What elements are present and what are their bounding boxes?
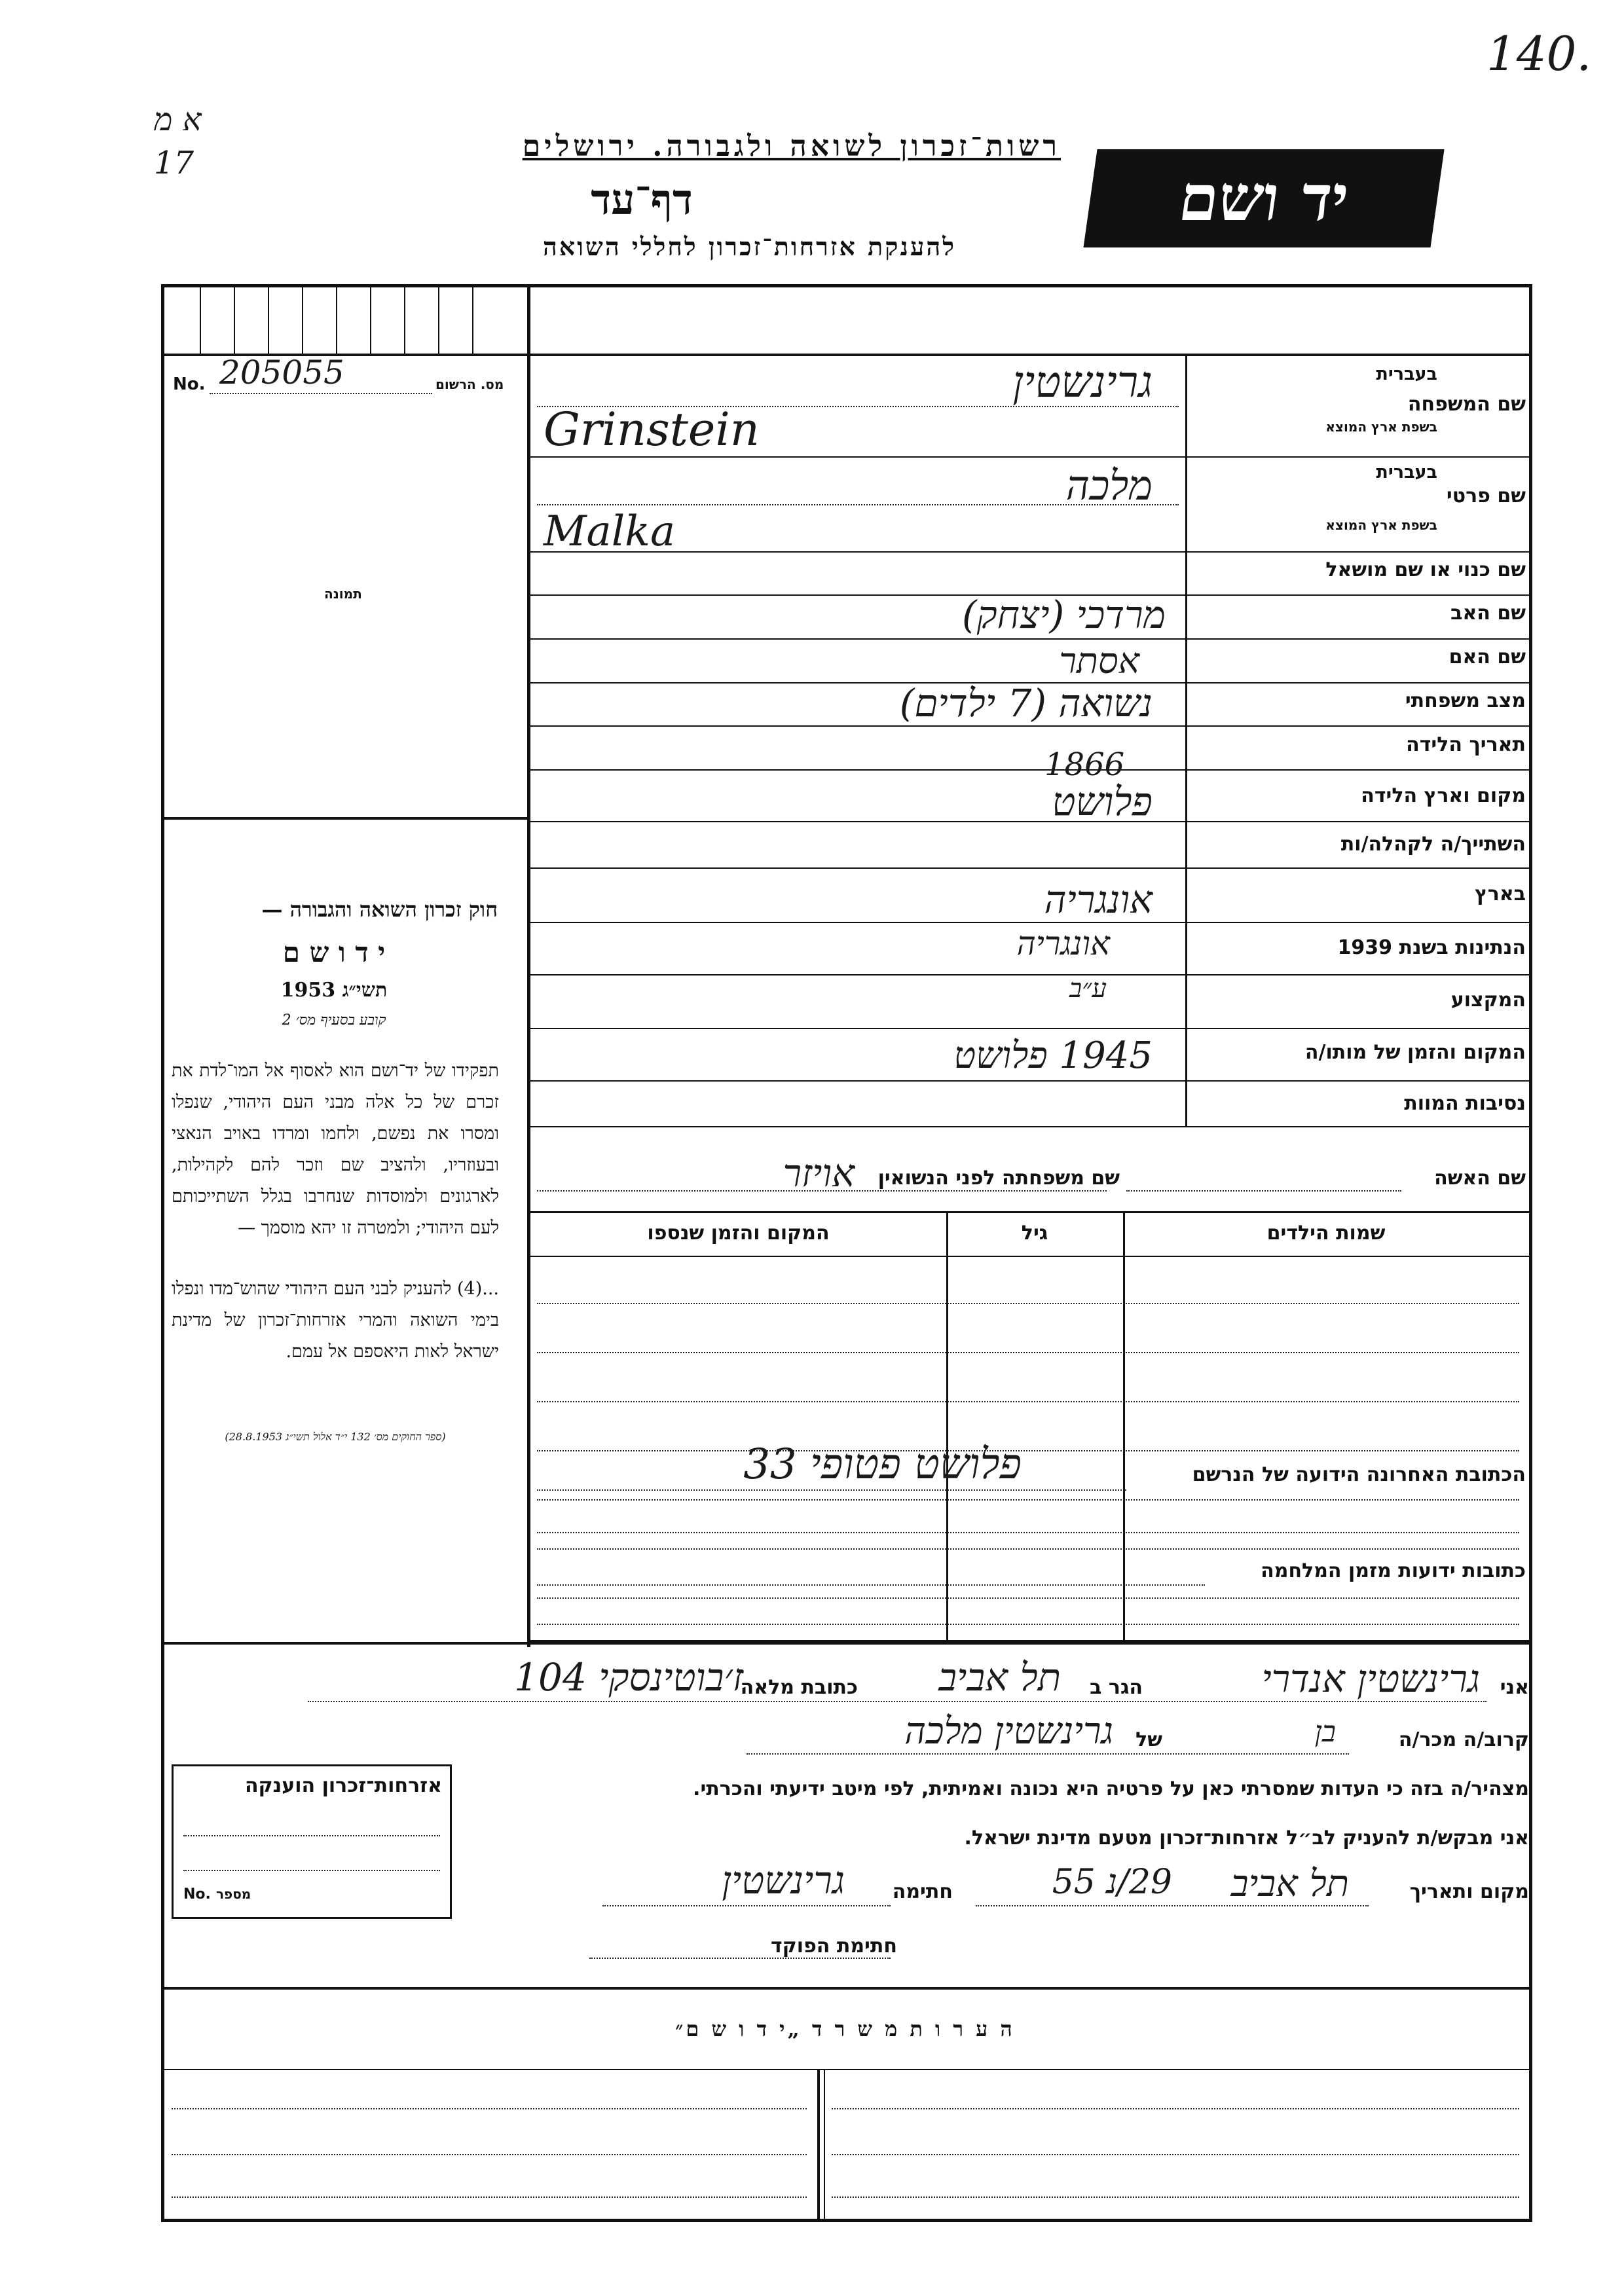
children-names-header: שמות הילדים	[1266, 1222, 1386, 1245]
surname-label: שם המשפחה	[1407, 393, 1526, 416]
law-name: י ד ו ש ם	[282, 936, 386, 968]
citizenship-no-label: No.	[183, 1886, 211, 1903]
date-value: 29/נ 55	[1052, 1863, 1172, 1902]
yad-vashem-logo	[1083, 149, 1444, 247]
witness-i-label: אני	[1500, 1676, 1529, 1699]
nickname-label: שם כנוי או שם מושאל	[1325, 558, 1526, 581]
firstname-heb-value: מלכה	[1065, 462, 1153, 509]
form-title: דף־עד	[591, 175, 693, 225]
of-value: גרינשטין מלכה	[904, 1710, 1113, 1753]
witness-name-value: גרינשטין אנדרי	[1261, 1656, 1480, 1701]
corner-note: א מ 17	[154, 101, 202, 181]
citizenship-granted-title: אזרחות־זכרון הוענקה	[244, 1774, 442, 1797]
wartime-address-label: כתובות ידועות מזמן המלחמה	[1261, 1559, 1526, 1582]
profession-label: המקצוע	[1450, 989, 1526, 1011]
firstname-native-label: בשפת ארץ המוצא	[1325, 517, 1437, 533]
surname-native-value: Grinstein	[544, 403, 760, 456]
relative-label: קרוב/ה מכר/ה	[1398, 1728, 1529, 1751]
registry-no-label: No.	[173, 374, 206, 394]
mother-label: שם האם	[1449, 646, 1526, 668]
witness-city-value: תל אביב	[938, 1655, 1061, 1700]
country-label: בארץ	[1474, 883, 1526, 905]
maiden-name-label: שם משפחתה לפני הנשואין	[877, 1167, 1120, 1190]
signature-label: חתימה	[892, 1880, 953, 1903]
death-label: המקום והזמן של מותו/ה	[1304, 1041, 1526, 1064]
birthplace-label: מקום וארץ הלידה	[1361, 784, 1526, 807]
law-title: חוק זכרון השואה והגבורה —	[261, 897, 498, 922]
citizenship-label: הנתינות בשנת 1939	[1337, 936, 1526, 959]
law-year: תשי״ג 1953	[280, 979, 388, 1002]
law-citation: (ספר החוקים מס׳ 132 י״ד אלול תשי״ג 28.8.1953)	[225, 1430, 446, 1443]
declaration-text: מצהיר/ה בזה כי העדות שמסרתי כאן על פרטיה היא נכונה ואמיתית, לפי מיטב ידיעתי והכרתי.	[693, 1777, 1529, 1800]
marital-value: נשואה (7 ילדים)	[899, 681, 1153, 725]
birthdate-value: 1866	[1044, 746, 1125, 783]
profession-value: ע״ב	[1069, 974, 1107, 1004]
citizenship-number-label: מספר	[216, 1886, 251, 1902]
law-paragraph-2: ...(4) להעניק לבני העם היהודי שהוש־מדו ונפלו בימי השואה והמרי אזרחות־זכרון של מדינת ישראל לאות היאספם אל עמם.	[172, 1279, 499, 1362]
last-address-value: פלושט פטופי 33	[743, 1440, 1022, 1489]
registry-label: מס. הרשום	[435, 376, 504, 392]
firstname-native-value: Malka	[544, 507, 676, 556]
surname-heb-value: גרינשטין	[1012, 357, 1153, 407]
father-label: שם האב	[1450, 602, 1526, 625]
surname-heb-label: בעברית	[1376, 364, 1437, 384]
place-date-label: מקום ותאריך	[1409, 1880, 1529, 1903]
photo-label: תמונה	[324, 586, 362, 602]
death-circumstances-label: נסיבות המוות	[1404, 1092, 1526, 1115]
birthdate-label: תאריך הלידה	[1406, 733, 1526, 756]
witness-resides-label: הגר ב	[1090, 1676, 1143, 1699]
signature-value: גרינשטין	[722, 1858, 845, 1903]
request-text: אני מבקש/ת להעניק לב״ל אזרחות־זכרון מטעם מדינת ישראל.	[964, 1827, 1529, 1850]
place-value: תל אביב	[1230, 1863, 1349, 1905]
logo-text: יד ושם	[1174, 161, 1354, 235]
relative-value: בן	[1314, 1715, 1336, 1749]
citizenship-granted-box	[172, 1764, 452, 1919]
page-number: 140.	[1486, 26, 1592, 81]
firstname-label: שם פרטי	[1446, 484, 1526, 507]
witness-full-address-label: כתובת מלאה	[740, 1676, 858, 1699]
law-paragraph-1: תפקידו של יד־ושם הוא לאסוף אל המו־לדת את זכרם של כל אלה מבני העם היהודי, שנפלו ומסרו את נפשם, ולחמו ומרדו באויב הנאצי ובעוזריו, ולהציב שם וזכר להם לקהילות, לארגונים ולמוסדות שנחרבו בגלל השתייכותם לעם היהודי; ולמטרה זו יהא מוסמך —	[172, 1061, 499, 1238]
children-place-header: המקום והזמן שנספו	[647, 1222, 830, 1245]
registry-no-value: 205055	[219, 354, 344, 392]
citizenship-value: אונגריה	[1016, 924, 1110, 962]
witness-full-address-value: ז׳בוטינסקי 104	[514, 1655, 743, 1700]
children-age-header: גיל	[1021, 1222, 1048, 1245]
mother-value: אסתר	[1059, 640, 1139, 682]
wife-label: שם האשה	[1434, 1167, 1526, 1190]
country-value: אונגריה	[1044, 877, 1153, 922]
father-value: מרדכי (יצחק)	[961, 592, 1166, 637]
form-subtitle: להענקת אזרחות־זכרון לחללי השואה	[542, 232, 956, 261]
community-label: השתייך/ה לקהלה/ות	[1340, 833, 1526, 856]
notes-title: ה ע ר ו ת מ ש ר ד „י ד ו ש ם״	[675, 2016, 1015, 2041]
of-label: של	[1135, 1728, 1162, 1751]
surname-native-label: בשפת ארץ המוצא	[1325, 419, 1437, 435]
last-address-label: הכתובת האחרונה הידועה של הנרשם	[1192, 1463, 1526, 1486]
authority-heading: רשות־זכרון לשואה ולגבורה. ירושלים	[522, 130, 1061, 163]
death-value: 1945 פלושט	[953, 1034, 1153, 1077]
law-section: קובע בסעיף מס׳ 2	[282, 1012, 386, 1029]
birthplace-value: פלושט	[1052, 779, 1153, 825]
firstname-heb-label: בעברית	[1376, 462, 1437, 483]
officer-signature-label: חתימת הפוקד	[771, 1935, 897, 1958]
marital-label: מצב משפחתי	[1405, 689, 1526, 712]
maiden-name-value: אויזר	[783, 1151, 855, 1195]
